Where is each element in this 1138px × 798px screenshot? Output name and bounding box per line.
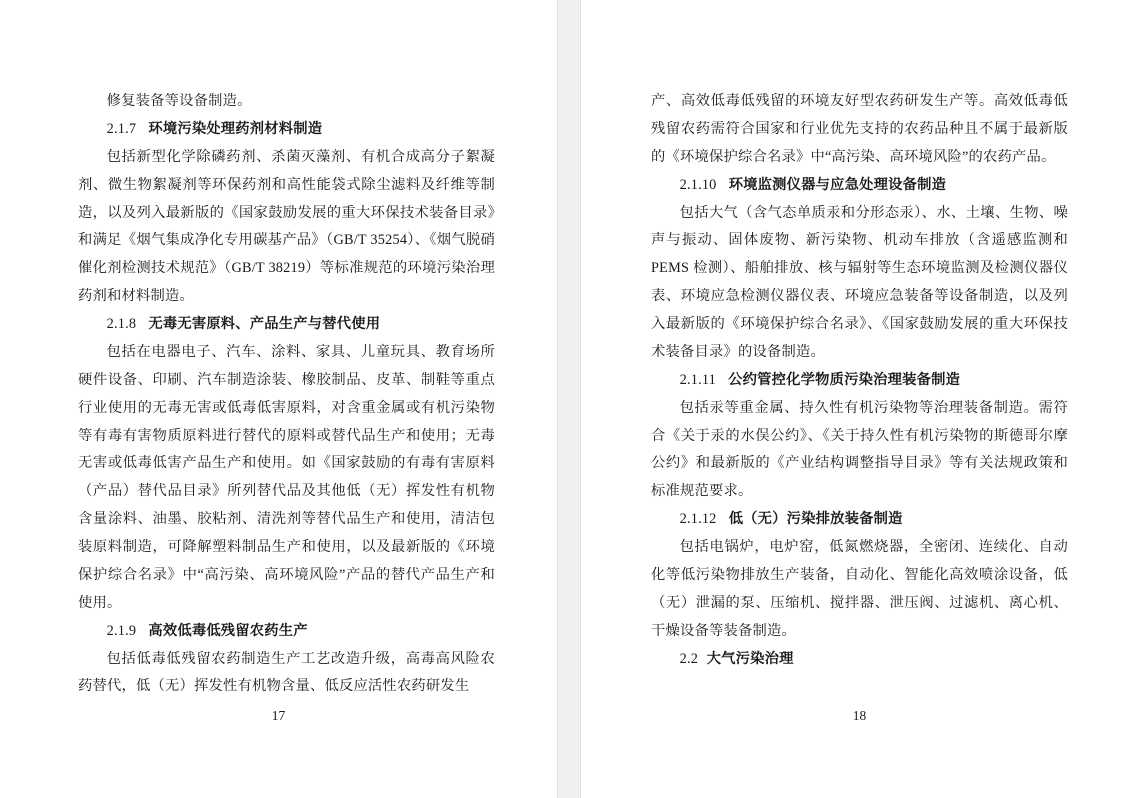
section-title: 高效低毒低残留农药生产: [148, 622, 308, 639]
section-title: 无毒无害原料、产品生产与替代使用: [148, 316, 381, 332]
section-heading: [651, 367, 1068, 395]
section-number: 2.1.7: [106, 120, 137, 137]
section-heading: [651, 506, 1068, 534]
paragraph: 包括汞等重金属、持久性有机污染物等治理装备制造。需符合《关于汞的水俣公约》、《关于持久性有机污染物的斯德哥尔摩公约》和最新版的《产业结构调整指导目录》等有关法规政策和标准规范要求。: [651, 399, 1068, 500]
paragraph: 产、高效低毒低残留的环境友好型农药研发生产等。高效低毒低残留农药需符合国家和行业优先支持的农药品种且不属于最新版的《环境保护综合名录》中“高污染、高环境风险”的农药产品。: [651, 93, 1068, 165]
page-content-18: [581, 0, 1138, 798]
section-title: 环境污染处理药剂材料制造: [148, 120, 323, 137]
section-title: 环境监测仪器与应急处理设备制造: [728, 176, 947, 193]
page-number: 17: [271, 708, 286, 723]
section-heading: [651, 172, 1068, 200]
paragraph: 包括电锅炉，电炉窑，低氮燃烧器，全密闭、连续化、自动化等低污染物排放生产装备，自动化、智能化高效喷涂设备，低（无）泄漏的泵、压缩机、搅拌器、泄压阀、过滤机、离心机、干燥设备等装备制造。: [651, 539, 1068, 639]
paragraph: 包括低毒低残留农药制造生产工艺改造升级，高毒高风险农药替代，低（无）挥发性有机物含量、低反应活性农药研发生: [78, 650, 495, 695]
section-title: 公约管控化学物质污染治理装备制造: [728, 371, 961, 388]
section-heading: [78, 311, 495, 339]
section-heading: [78, 116, 495, 144]
section-heading: [651, 646, 1068, 674]
section-number: 2.1.10: [679, 176, 717, 193]
paragraph: 包括大气（含气态单质汞和分形态汞）、水、土壤、生物、噪声与振动、固体废物、新污染物、机动车排放（含遥感监测和PEMS 检测）、船舶排放、核与辐射等生态环境监测及检测仪器仪表、环境应急检测仪器仪表、环境应急装备等设备制造，以及列入最新版的《环境保护综合名录》、《国家鼓励发展的重大环保技术装备目录》的设备制造。: [651, 204, 1068, 360]
paragraph: 修复装备等设备制造。: [106, 93, 252, 109]
document-page-18: [581, 0, 1138, 798]
page-number: 18: [852, 708, 867, 723]
paragraph: 包括新型化学除磷药剂、杀菌灭藻剂、有机合成高分子絮凝剂、微生物絮凝剂等环保药剂和高性能袋式除尘滤料及纤维等制造，以及列入最新版的《国家鼓励发展的重大环保技术装备目录》和满足《烟气集成净化专用碳基产品》（GB/T 35254）、《烟气脱硝催化剂检测技术规范》（GB/T 38219）等标准规范的环境污染治理药剂和材料制造。: [78, 148, 495, 305]
section-number: 2.1.9: [106, 622, 137, 639]
paragraph: 包括在电器电子、汽车、涂料、家具、儿童玩具、教育场所硬件设备、印刷、汽车制造涂装、橡胶制品、皮革、制鞋等重点行业使用的无毒无害或低毒低害原料，对含重金属或有机污染物等有毒有害物质原料进行替代的原料或替代品生产和使用；无毒无害或低毒低害产品生产和使用。如《国家鼓励的有毒有害原料（产品）替代品目录》所列替代品及其他低（无）挥发性有机物含量涂料、油墨、胶粘剂、清洗剂等替代品生产和使用，清洁包装原料制造，可降解塑料制品生产和使用，以及最新版的《环境保护综合名录》中“高污染、高环境风险”产品的替代产品生产和使用。: [78, 343, 495, 611]
section-title: 大气污染治理: [706, 650, 794, 667]
page-content-17: [0, 0, 557, 798]
section-title: 低（无）污染排放装备制造: [728, 511, 903, 528]
section-number: 2.2: [679, 650, 699, 667]
section-number: 2.1.11: [679, 371, 717, 388]
document-page-17: [0, 0, 557, 798]
section-heading: [78, 618, 495, 646]
section-number: 2.1.12: [679, 511, 717, 528]
section-number: 2.1.8: [106, 316, 137, 332]
